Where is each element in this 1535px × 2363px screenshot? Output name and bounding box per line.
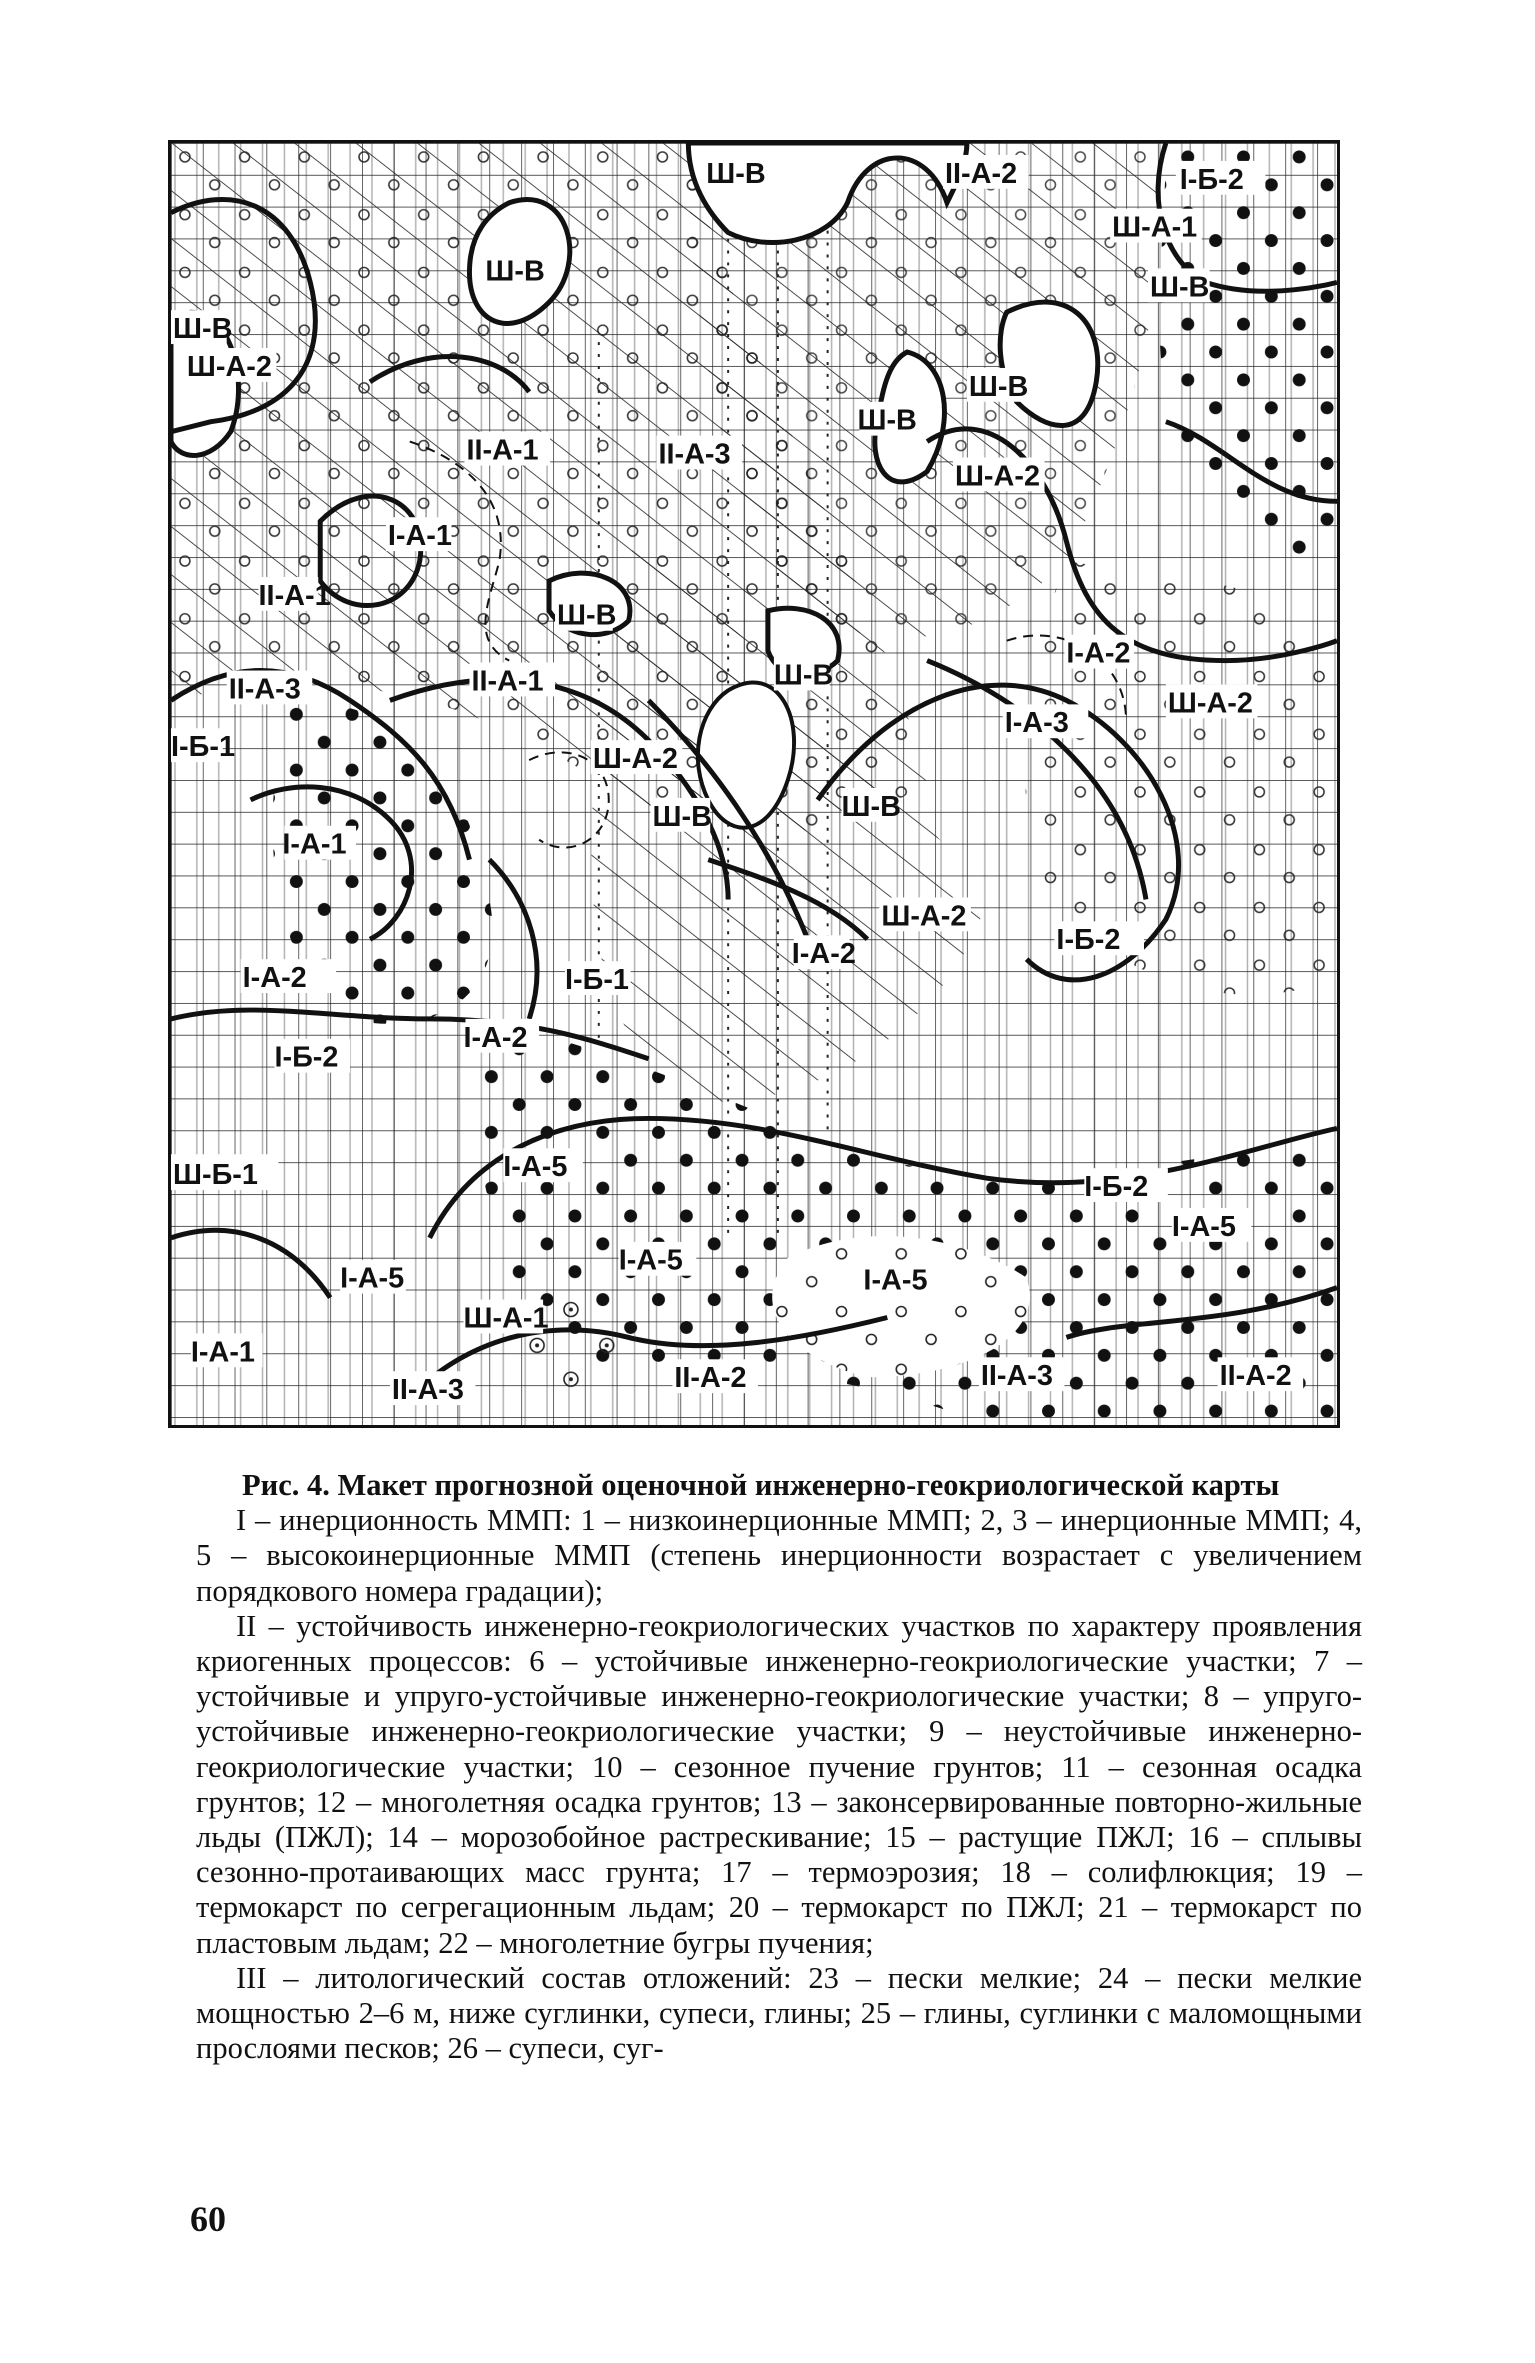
zone-label bbox=[672, 1359, 758, 1394]
zone-label bbox=[463, 1300, 548, 1335]
svg-text:Ш-В: Ш-В bbox=[652, 800, 712, 833]
svg-text:II-А-3: II-А-3 bbox=[980, 1360, 1053, 1393]
zone-label bbox=[565, 961, 631, 996]
zone-label bbox=[1176, 161, 1266, 196]
svg-text:I-А-5: I-А-5 bbox=[863, 1264, 928, 1297]
zone-label bbox=[227, 671, 313, 706]
svg-text:Ш-А-2: Ш-А-2 bbox=[954, 460, 1041, 493]
svg-text:I-Б-2: I-Б-2 bbox=[1179, 163, 1244, 196]
svg-text:I-А-3: I-А-3 bbox=[1004, 707, 1069, 740]
zone-label bbox=[274, 1039, 350, 1074]
svg-text:II-А-3: II-А-3 bbox=[658, 438, 731, 471]
svg-text:I-А-2: I-А-2 bbox=[791, 938, 856, 971]
zone-label bbox=[943, 155, 1029, 190]
svg-text:I-А-5: I-А-5 bbox=[618, 1244, 683, 1277]
zone-label bbox=[979, 1357, 1065, 1392]
zone-label bbox=[241, 959, 337, 994]
zone-label bbox=[774, 657, 833, 692]
zone-label bbox=[703, 155, 765, 190]
zone-label bbox=[386, 517, 452, 552]
svg-text:Ш-А-2: Ш-А-2 bbox=[1167, 687, 1253, 720]
caption-paragraph-1: I – инерционность ММП: 1 – низкоинерционные ММП; 2, 3 – инерционные ММП; 4, 5 – высокоинерционные ММП (степень инерционности возрастает с увеличением порядкового номера градации); bbox=[196, 1503, 1362, 1608]
zone-label bbox=[591, 740, 683, 775]
zone-label bbox=[1172, 1208, 1252, 1243]
svg-text:I-А-5: I-А-5 bbox=[1171, 1210, 1236, 1243]
map-canvas bbox=[171, 143, 1337, 1425]
svg-text:Ш-В: Ш-В bbox=[706, 157, 766, 190]
zone-label bbox=[191, 1333, 263, 1368]
zone-label bbox=[1084, 1168, 1168, 1203]
zone-label bbox=[171, 310, 232, 345]
svg-text:I-А-2: I-А-2 bbox=[463, 1021, 528, 1054]
engineering-geocryological-map bbox=[168, 140, 1340, 1428]
zone-label bbox=[842, 788, 901, 823]
zone-label bbox=[171, 728, 235, 763]
svg-text:I-А-2: I-А-2 bbox=[1066, 637, 1131, 670]
svg-text:Ш-В: Ш-В bbox=[841, 790, 901, 823]
svg-text:I-А-1: I-А-1 bbox=[282, 828, 347, 861]
zone-label bbox=[463, 1019, 539, 1054]
svg-text:I-Б-2: I-Б-2 bbox=[274, 1041, 339, 1074]
svg-text:Ш-А-2: Ш-А-2 bbox=[186, 350, 272, 383]
figure-title: Рис. 4. Макет прогнозной оценочной инженерно-геокриологической карты bbox=[242, 1468, 1280, 1502]
svg-text:Ш-В: Ш-В bbox=[485, 255, 545, 288]
svg-text:Ш-А-1: Ш-А-1 bbox=[1112, 211, 1198, 244]
zone-label bbox=[1054, 921, 1144, 956]
zone-label bbox=[503, 1148, 583, 1183]
svg-text:II-А-1: II-А-1 bbox=[471, 665, 544, 698]
svg-text:Ш-В: Ш-В bbox=[968, 370, 1029, 403]
zone-label bbox=[1110, 209, 1202, 244]
zone-label bbox=[863, 1262, 943, 1297]
svg-text:Ш-В: Ш-В bbox=[857, 404, 917, 437]
zone-label bbox=[967, 368, 1029, 403]
zone-label bbox=[651, 798, 712, 833]
zone-label bbox=[555, 597, 616, 632]
zone-label bbox=[185, 348, 277, 383]
zone-label bbox=[1064, 635, 1134, 670]
svg-text:II-А-2: II-А-2 bbox=[945, 157, 1018, 190]
zone-label bbox=[792, 935, 856, 970]
zone-label bbox=[619, 1242, 697, 1277]
svg-text:II-А-2: II-А-2 bbox=[1219, 1360, 1292, 1393]
svg-text:I-Б-1: I-Б-1 bbox=[171, 731, 235, 764]
svg-text:I-А-5: I-А-5 bbox=[503, 1151, 568, 1184]
zone-label bbox=[657, 436, 743, 471]
svg-text:I-Б-1: I-Б-1 bbox=[564, 964, 629, 997]
zone-label bbox=[1218, 1357, 1304, 1392]
zone-label bbox=[464, 432, 550, 467]
svg-text:Ш-В: Ш-В bbox=[557, 599, 617, 632]
caption-paragraph-3: III – литологический состав отложений: 23 – пески мелкие; 24 – пески мелкие мощностью 2–6 м, ниже суглинки, супеси, глины; 25 – глины, суглинки с маломощными прослоями песков; 26 – супеси, суг- bbox=[196, 1960, 1362, 2066]
svg-text:Ш-В: Ш-В bbox=[1149, 271, 1210, 304]
svg-text:Ш-А-2: Ш-А-2 bbox=[881, 900, 967, 933]
zone-label bbox=[1003, 704, 1089, 739]
zone-label bbox=[879, 897, 971, 932]
page-number: 60 bbox=[190, 2199, 226, 2239]
svg-text:I-Б-2: I-Б-2 bbox=[1084, 1171, 1149, 1204]
svg-text:I-А-1: I-А-1 bbox=[387, 520, 452, 553]
svg-text:Ш-В: Ш-В bbox=[773, 659, 834, 692]
zone-label bbox=[390, 1371, 476, 1406]
zone-label bbox=[1148, 268, 1210, 303]
svg-text:I-А-2: I-А-2 bbox=[242, 962, 307, 995]
caption-paragraph-2: II – устойчивость инженерно-геокриологических участков по характеру проявления криогенных процессов: 6 – устойчивые инженерно-геокриологические участки; 7 – устойчивые и упруго-устойчивые инженерно-геокриологические участки; 8 – упруго-устойчивые инженерно-геокриологические участки; 9 – неустойчивые инженерно-геокриологические участки; 10 – сезонное пучение грунтов; 11 – сезонная осадка грунтов; 12 – многолетняя осадка грунтов; 13 – законсервированные повторно-жильные льды (ПЖЛ); 14 – морозобойное растрескивание; 15 – растущие ПЖЛ; 16 – сплывы сезонно-протаивающих масс грунта; 17 – термоэрозия; 18 – солифлюкция; 19 – термокарст по сегрегационным льдам; 20 – термокарст по ПЖЛ; 21 – термокарст по пластовым льдам; 22 – многолетние бугры пучения; bbox=[196, 1608, 1362, 1960]
zone-label bbox=[259, 577, 331, 612]
figure-caption bbox=[196, 1468, 1362, 2066]
zone-label bbox=[282, 826, 356, 861]
svg-text:Ш-В: Ш-В bbox=[172, 313, 233, 346]
svg-text:II-А-1: II-А-1 bbox=[258, 579, 331, 612]
svg-text:Ш-Б-1: Ш-Б-1 bbox=[172, 1159, 258, 1192]
zone-label bbox=[857, 402, 916, 437]
svg-text:II-А-2: II-А-2 bbox=[674, 1362, 747, 1395]
zone-label bbox=[953, 458, 1045, 493]
svg-text:Ш-А-2: Ш-А-2 bbox=[592, 743, 678, 776]
svg-text:Ш-А-1: Ш-А-1 bbox=[463, 1302, 549, 1335]
svg-text:I-А-1: I-А-1 bbox=[190, 1336, 255, 1369]
zone-label bbox=[171, 1154, 278, 1191]
svg-text:II-А-1: II-А-1 bbox=[466, 434, 539, 467]
zone-label bbox=[469, 663, 555, 698]
zone-label bbox=[1166, 684, 1258, 719]
svg-text:I-А-5: I-А-5 bbox=[340, 1262, 405, 1295]
svg-text:II-А-3: II-А-3 bbox=[228, 673, 301, 706]
svg-text:II-А-3: II-А-3 bbox=[391, 1374, 464, 1407]
zone-label bbox=[483, 252, 545, 287]
zone-label bbox=[340, 1260, 406, 1295]
svg-text:I-Б-2: I-Б-2 bbox=[1056, 924, 1121, 957]
